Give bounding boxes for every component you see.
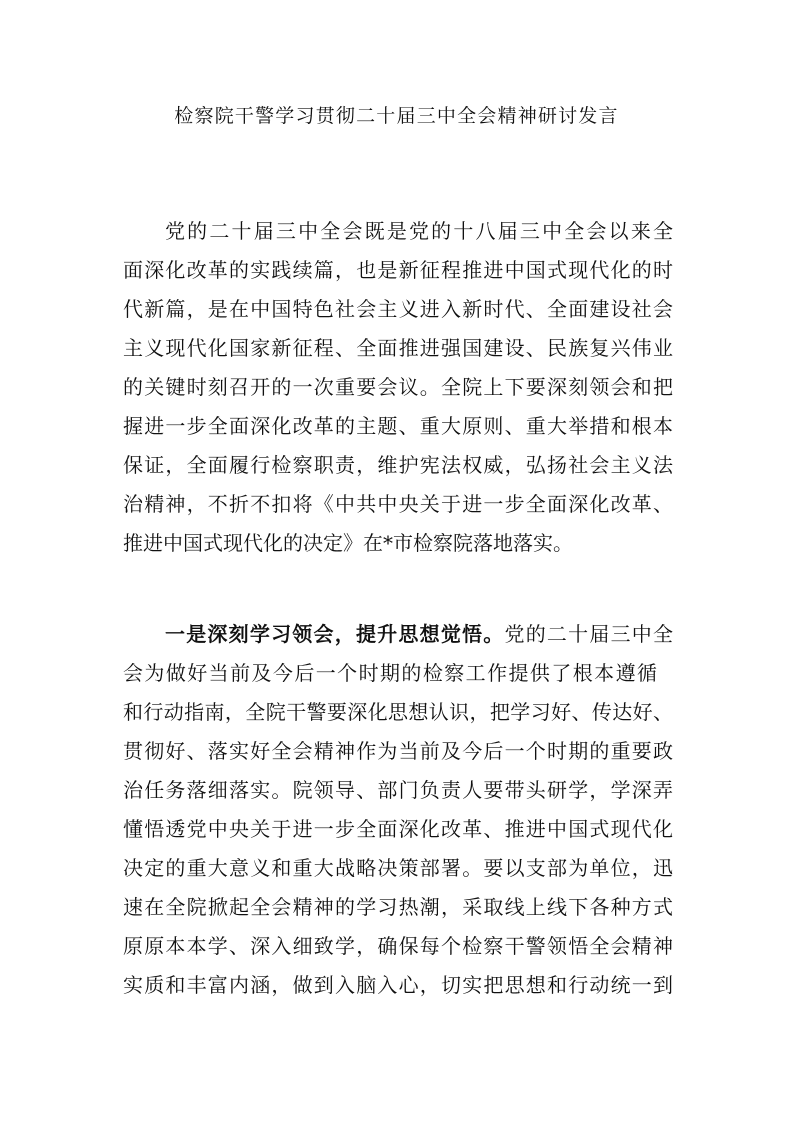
text-line: 速在全院掀起全会精神的学习热潮，采取线上线下各种方式: [123, 895, 673, 919]
text-line: 面深化改革的实践续篇，也是新征程推进中国式现代化的时: [123, 258, 673, 282]
text-line: 会为做好当前及今后一个时期的检察工作提供了根本遵循: [123, 661, 657, 685]
text-line: 推进中国式现代化的决定》在*市检察院落地落实。: [123, 531, 573, 555]
text-line: 握进一步全面深化改革的主题、重大原则、重大举措和根本: [123, 414, 673, 438]
text-line: 党的二十届三中全会既是党的十八届三中全会以来全: [165, 219, 673, 243]
text-line: 决定的重大意义和重大战略决策部署。要以支部为单位，迅: [123, 856, 673, 880]
paragraph-point-one: [123, 615, 673, 1005]
text-line: 保证，全面履行检察职责，维护宪法权威，弘扬社会主义法: [123, 453, 673, 477]
text-line: 懂悟透党中央关于进一步全面深化改革、推进中国式现代化: [123, 817, 673, 841]
text-line: 治精神，不折不扣将《中共中央关于进一步全面深化改革、: [123, 492, 673, 516]
text-line-with-heading: [165, 615, 673, 654]
text-line: 和行动指南，全院干警要深化思想认识，把学习好、传达好、: [123, 700, 673, 724]
text-line: 贯彻好、落实好全会精神作为当前及今后一个时期的重要政: [123, 739, 673, 763]
text-line: 代新篇，是在中国特色社会主义进入新时代、全面建设社会: [123, 297, 673, 321]
point-heading: 一是深刻学习领会，提升思想觉悟。: [165, 622, 505, 646]
text-line: 治任务落细落实。院领导、部门负责人要带头研学，学深弄: [123, 778, 673, 802]
document-title: 检察院干警学习贯彻二十届三中全会精神研讨发言: [174, 105, 619, 127]
text-line: 原原本本学、深入细致学，确保每个检察干警领悟全会精神: [123, 934, 673, 958]
paragraph-intro: [123, 212, 673, 563]
text-line: 的关键时刻召开的一次重要会议。全院上下要深刻领会和把: [123, 375, 673, 399]
point-text: 党的二十届三中全: [504, 622, 673, 646]
text-line: 实质和丰富内涵，做到入脑入心，切实把思想和行动统一到: [123, 973, 673, 997]
text-line: 主义现代化国家新征程、全面推进强国建设、民族复兴伟业: [123, 336, 673, 360]
